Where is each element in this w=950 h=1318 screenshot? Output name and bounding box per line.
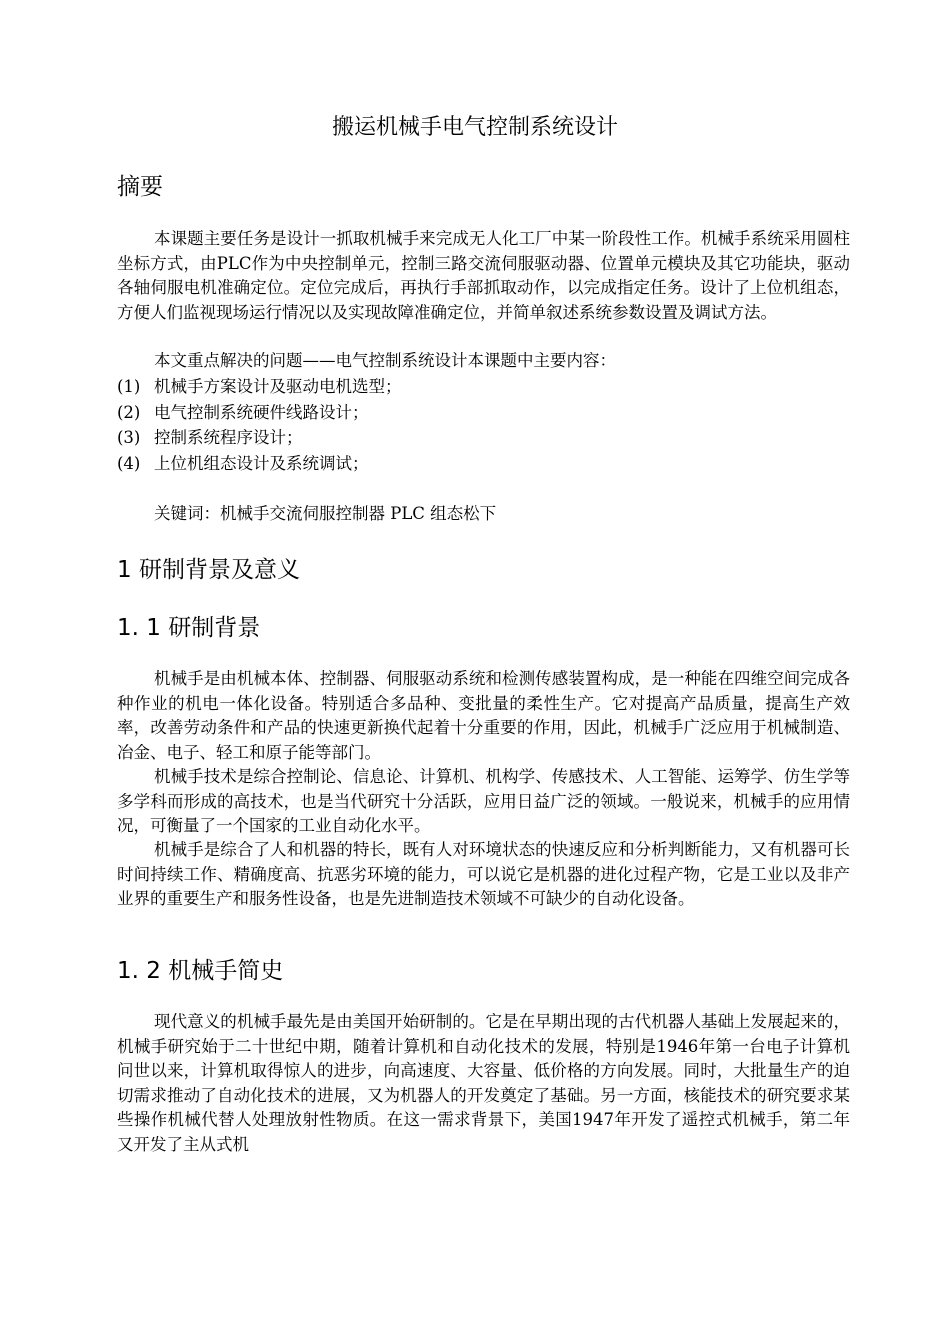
abstract-paragraph-1: 本课题主要任务是设计一抓取机械手来完成无人化工厂中某一阶段性工作。机械手系统采用圆柱坐标方式，由PLC作为中央控制单元，控制三路交流伺服驱动器、位置单元模块及其它功能块，驱动各轴伺服电机准确定位。定位完成后，再执行手部抓取动作，以完成指定任务。设计了上位机组态，方便人们监视现场运行情况以及实现故障准确定位，并简单叙述系统参数设置及调试方法。: [117, 229, 850, 322]
list-item: [117, 425, 850, 451]
list-item-text: 控制系统程序设计；: [154, 428, 303, 447]
abstract-paragraph-2: 本文重点解决的问题——电气控制系统设计本课题中主要内容：: [154, 351, 616, 370]
section-1-1-paragraph-3: 机械手是综合了人和机器的特长，既有人对环境状态的快速反应和分析判断能力，又有机器可长时间持续工作、精确度高、抗恶劣环境的能力，可以说它是机器的进化过程产物，它是工业以及非产业界的重要生产和服务性设备，也是先进制造技术领域不可缺少的自动化设备。: [117, 840, 850, 908]
list-item-number: (2): [117, 402, 141, 422]
content-list: [117, 374, 850, 476]
list-item: [117, 400, 850, 426]
section-1-2-heading: 1. 2 机械手简史: [117, 958, 284, 984]
section-1-heading: 1 研制背景及意义: [117, 557, 300, 583]
document-title: 搬运机械手电气控制系统设计: [331, 115, 618, 140]
section-1-1-paragraph-1: 机械手是由机械本体、控制器、伺服驱动系统和检测传感装置构成，是一种能在四维空间完成各种作业的机电一体化设备。特别适合多品种、变批量的柔性生产。它对提高产品质量，提高生产效率，改善劳动条件和产品的快速更新换代起着十分重要的作用，因此，机械手广泛应用于机械制造、冶金、电子、轻工和原子能等部门。: [117, 669, 850, 762]
list-item: [117, 374, 850, 400]
list-item-text: 上位机组态设计及系统调试；: [154, 453, 369, 473]
list-item: [117, 451, 850, 477]
section-1-1-heading: 1. 1 研制背景: [117, 615, 261, 641]
list-item-number: (4): [117, 453, 141, 473]
section-1-2-paragraph-1: 现代意义的机械手最先是由美国开始研制的。它是在早期出现的古代机器人基础上发展起来的，机械手研究始于二十世纪中期，随着计算机和自动化技术的发展，特别是1946年第一台电子计算机问世以来，计算机取得惊人的进步，向高速度、大容量、低价格的方向发展。同时，大批量生产的迫切需求推动了自动化技术的进展，又为机器人的开发奠定了基础。另一方面，核能技术的研究要求某些操作机械代替人处理放射性物质。在这一需求背景下，美国1947年开发了遥控式机械手，第二年又开发了主从式机: [117, 1012, 850, 1154]
list-item-number: (3): [117, 428, 141, 447]
abstract-heading: 摘要: [117, 174, 163, 200]
section-1-1-paragraph-2: 机械手技术是综合控制论、信息论、计算机、机构学、传感技术、人工智能、运筹学、仿生学等多学科而形成的高技术，也是当代研究十分活跃，应用日益广泛的领域。一般说来，机械手的应用情况，可衡量了一个国家的工业自动化水平。: [117, 767, 850, 835]
list-item-number: (1): [117, 377, 141, 396]
keywords: 关键词：机械手交流伺服控制器 PLC 组态松下: [154, 504, 497, 523]
list-item-text: 机械手方案设计及驱动电机选型；: [154, 377, 402, 396]
list-item-text: 电气控制系统硬件线路设计；: [154, 402, 369, 422]
